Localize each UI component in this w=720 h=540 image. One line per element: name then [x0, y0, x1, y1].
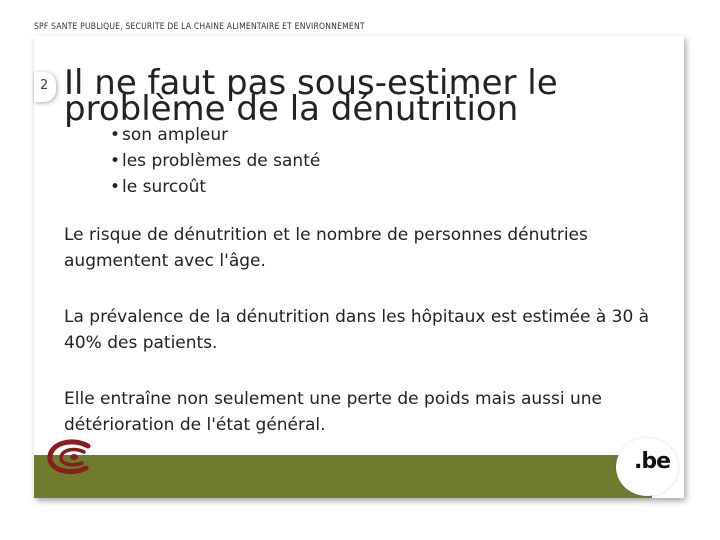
- slide: [34, 36, 684, 498]
- be-logo-text: .be: [634, 449, 671, 474]
- slide-content: [64, 63, 664, 438]
- organization-header: SPF SANTE PUBLIQUE, SECURITE DE LA CHAINE ALIMENTAIRE ET ENVIRONNEMENT: [34, 22, 365, 32]
- paragraph-prevalence: La prévalence de la dénutrition dans les hôpitaux est estimée à 30 à 40% des patients.: [64, 307, 650, 353]
- bullet-item: • les problèmes de santé: [112, 148, 664, 174]
- paragraph-consequences: Elle entraîne non seulement une perte de poids mais aussi une détérioration de l'état général.: [64, 389, 603, 435]
- bullet-dot-icon: •: [110, 177, 121, 197]
- footer-bar: [34, 455, 652, 498]
- bullet-item: • son ampleur: [112, 122, 664, 148]
- slide-number: 2: [40, 78, 49, 93]
- paragraph-age: Le risque de dénutrition et le nombre de personnes dénutries augmentent avec l'âge.: [64, 225, 588, 271]
- slide-title: Il ne faut pas sous-estimer le problème de la dénutrition: [64, 63, 558, 129]
- bullet-item: • le surcoût: [112, 174, 664, 200]
- bullet-dot-icon: •: [110, 151, 121, 171]
- ministry-logo-icon: [44, 436, 104, 480]
- bullet-list: [64, 122, 664, 200]
- bullet-dot-icon: •: [110, 125, 121, 145]
